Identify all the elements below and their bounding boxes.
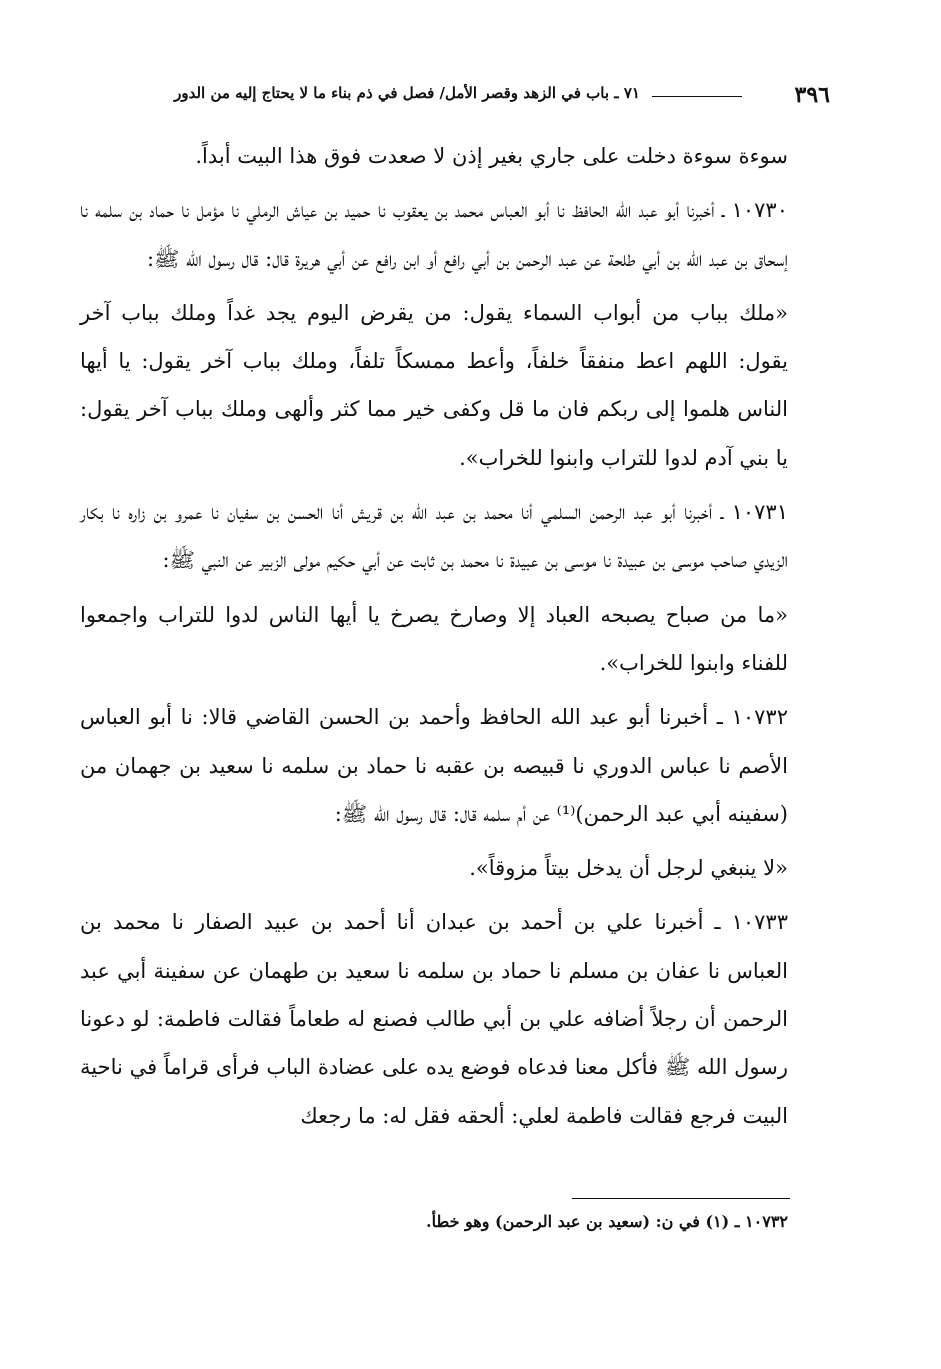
hadith-10733: ١٠٧٣٣ ـ أخبرنا علي بن أحمد بن عبدان أنا أحمد بن عبيد الصفار نا محمد بن العباس نا عفان بن مسلم نا حماد بن سلمه نا سعيد بن طهمان عن سفينة أبي عبد الرحمن أن رجلاً أضافه علي بن أبي طالب فصنع له طعاماً فقالت فاطمة: لو دعونا رسول الله ﷺ فأكل معنا فدعاه فوضع يده على عضادة الباب فرأى قراماً في ناحية البيت فرجع فقالت فاطمة لعلي: ألحقه فقل له: ما رجعك (80, 910, 788, 1128)
hadith-10730: ١٠٧٣٠ ـ أخبرنا أبو عبد الله الحافظ نا أبو العباس محمد بن يعقوب نا حميد بن عياش الرملي نا مؤمل نا حماد بن سلمه نا إسحاق بن عبد الله بن أبي طلحة عن عبد الرحمن بن أبي رافع أو ابن رافع عن أبي هريرة قال: قال رسول الله ﷺ: (80, 198, 788, 271)
main-text (80, 132, 788, 1146)
hadith-10730-text: «ملك بباب من أبواب السماء يقول: من يقرض اليوم يجد غداً وملك بباب آخر يقول: اللهم اعط منفقاً خلفاً، وأعط ممسكاً تلفاً، وملك بباب آخر يقول: يا أيها الناس هلموا إلى ربكم فان ما قل وكفى خير مما كثر وألهى وملك بباب آخر يقول: يا بني آدم لدوا للتراب وابنوا للخراب». (80, 300, 788, 470)
hadith-10731-text: «ما من صباح يصبحه العباد إلا وصارخ يصرخ يا أيها الناس لدوا للتراب واجمعوا للفناء وابنوا للخراب». (80, 602, 788, 675)
hadith-10732: ١٠٧٣٢ ـ أخبرنا أبو عبد الله الحافظ وأحمد بن الحسن القاضي قالا: نا أبو العباس الأصم نا عباس الدوري نا قبيصه بن عقبه نا حماد بن سلمه نا سعيد بن جهمان من (سفينه أبي عبد الرحمن)⁽¹⁾ عن أم سلمه قال: قال رسول الله ﷺ: (80, 705, 788, 826)
running-title: ٧١ ـ باب في الزهد وقصر الأمل/ فصل في ذم بناء ما لا يحتاج إليه من الدور (174, 84, 640, 102)
hadith-10731: ١٠٧٣١ ـ أخبرنا أبو عبد الرحمن السلمي أنا محمد بن عبد الله بن قريش أنا الحسن بن سفيان نا عمرو بن زاره نا بكار الزيدي صاحب موسى بن عبيدة نا موسى بن عبيدة نا محمد بن ثابت عن أبي حكيم مولى الزبير عن النبي ﷺ: (80, 500, 788, 573)
page-number: ٣٩٦ (794, 82, 830, 108)
footnote-rule (572, 1198, 790, 1199)
page-header (90, 82, 830, 114)
hadith-10732-text: «لا ينبغي لرجل أن يدخل بيتاً مزوقاً». (469, 856, 788, 881)
paragraph-continuation: سوءة سوءة دخلت على جاري بغير إذن لا صعدت فوق هذا البيت أبداً. (195, 144, 788, 168)
header-rule (652, 96, 742, 97)
footnote: ١٠٧٣٢ ـ (١) في ن: (سعيد بن عبد الرحمن) وهو خطأ. (426, 1212, 788, 1231)
